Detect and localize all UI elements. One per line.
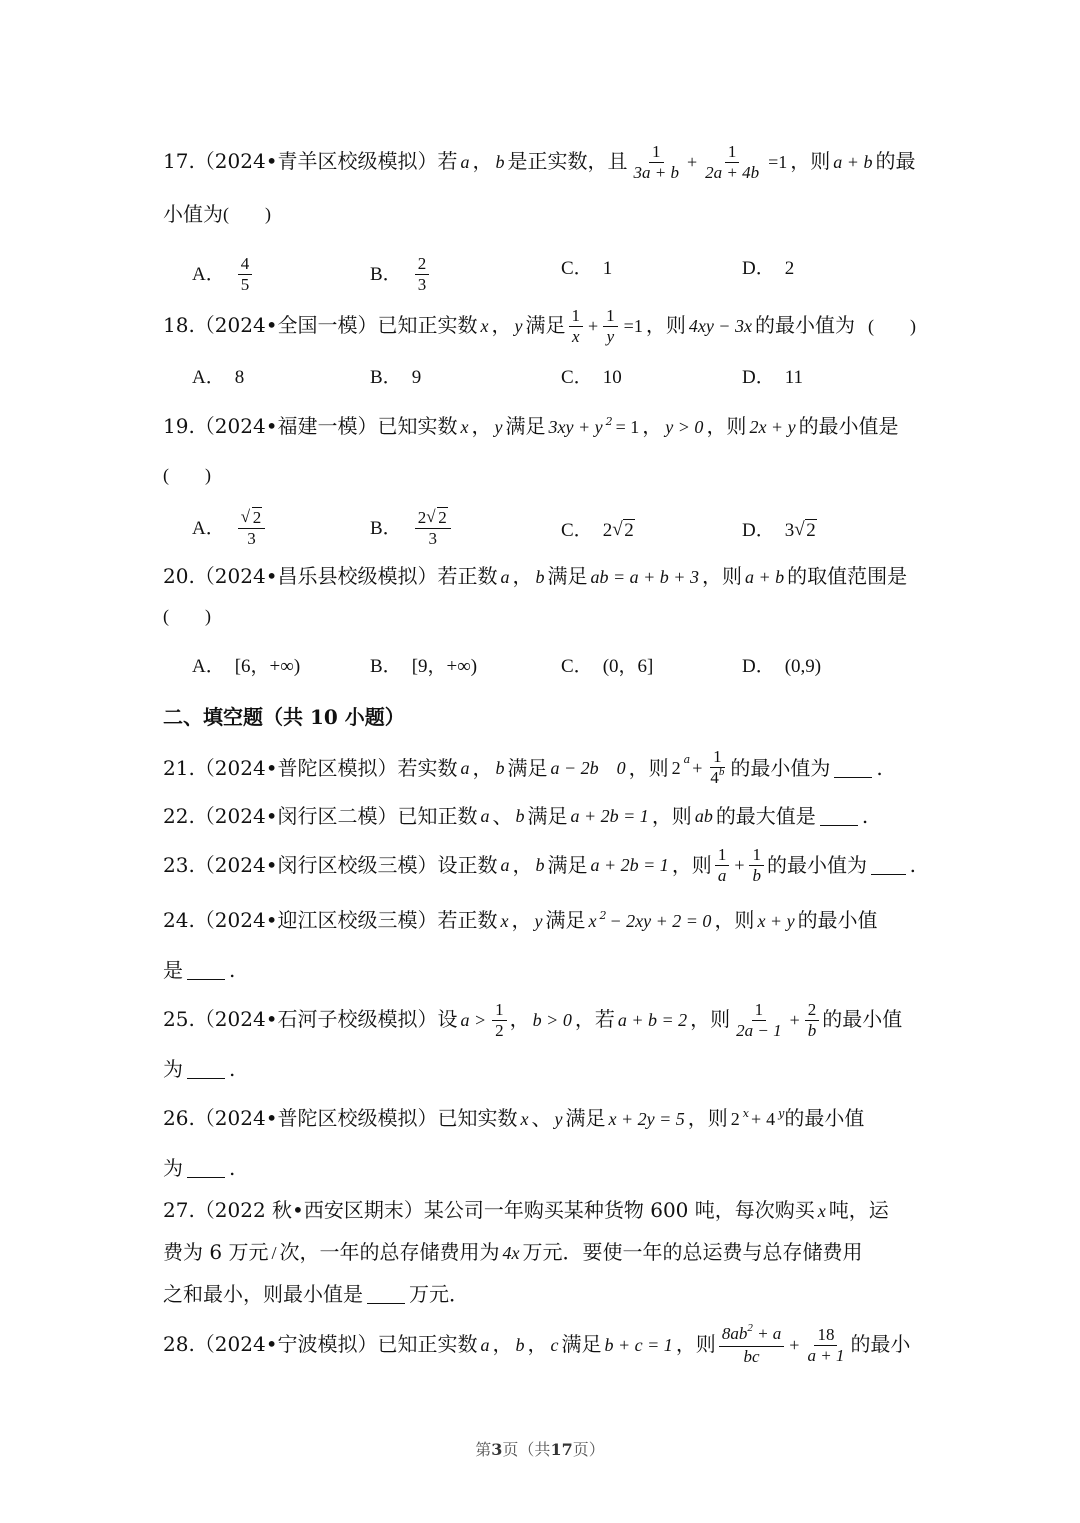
fraction-denominator: y (606, 326, 615, 346)
numerator-term: + a (757, 1323, 782, 1343)
comma: ， (642, 414, 663, 438)
coefficient: 2 (602, 520, 613, 541)
option-fraction (415, 254, 430, 295)
option-value: 1 (602, 258, 613, 279)
var-c: c (550, 1334, 559, 1355)
question-23-prefix: 23.（2024•闵行区校级三模）设正数 (163, 853, 498, 877)
fraction-denominator: b (807, 1020, 817, 1040)
var-b: b (495, 151, 505, 172)
option-d[interactable] (742, 254, 794, 284)
fraction-numerator: 1 (710, 747, 725, 768)
target-expression: x + y (757, 911, 795, 931)
exponent: x (742, 1107, 750, 1120)
option-d[interactable] (742, 516, 817, 546)
var-a: a (500, 567, 510, 587)
comma: ， (512, 853, 533, 877)
var-b: b (515, 806, 525, 826)
var-x: x (520, 1109, 529, 1129)
var-y: y (494, 417, 503, 437)
question-24-line-1 (163, 905, 916, 939)
var-x: x (460, 417, 469, 437)
question-19-prefix: 19.（2024•福建一模）已知实数 (163, 414, 458, 438)
connector: ，则 (671, 853, 712, 877)
question-25-prefix: 25.（2024•石河子校级模拟）设 (163, 1006, 458, 1031)
option-b[interactable] (370, 508, 454, 549)
comma: ， (471, 414, 492, 438)
question-24-line-2 (163, 955, 916, 985)
sqrt-symbol (612, 516, 635, 546)
slash: / (271, 1243, 277, 1263)
question-20-line-1 (163, 561, 916, 592)
exponent: 2 (605, 415, 613, 428)
answer-blank[interactable] (871, 856, 906, 875)
option-label: D． (742, 367, 775, 388)
fraction-numerator: 1 (649, 142, 664, 163)
connector: ，则 (701, 564, 742, 588)
question-26-line-2-text: 为 (163, 1156, 183, 1180)
equation: b + c = 1 (604, 1334, 673, 1355)
question-27-text: 费为 6 万元 (163, 1240, 269, 1264)
answer-blank[interactable] (187, 1060, 225, 1079)
var-x: x (480, 315, 489, 336)
comma: ， (527, 1331, 548, 1356)
coefficient: 3 (784, 520, 795, 541)
plus-sign: + (692, 758, 703, 778)
option-a[interactable] (192, 363, 244, 393)
option-b[interactable] (370, 254, 432, 295)
question-18-prefix: 18.（2024•全国一模）已知正实数 (163, 312, 478, 337)
question-27-text: 27.（2022 秋•西安区期末）某公司一年购买某种货物 600 吨，每次购买 (163, 1198, 815, 1222)
equation-rhs: =1 (623, 315, 643, 336)
section-heading: 二、填空题（共 10 小题） (163, 705, 405, 729)
option-c[interactable] (561, 363, 622, 393)
option-value: [9，+∞) (411, 656, 478, 677)
question-28-prefix: 28.（2024•宁波模拟）已知正实数 (163, 1331, 478, 1356)
option-d[interactable] (742, 363, 803, 393)
condition: y > 0 (665, 417, 704, 437)
power-base: 4 (766, 1109, 776, 1129)
fraction-1 (569, 306, 584, 347)
connector: ，则 (675, 1331, 716, 1356)
question-27-line-2 (163, 1237, 916, 1268)
footer-text: 页） (572, 1440, 605, 1459)
plus-sign: + (789, 1009, 800, 1030)
question-17-line-2 (163, 199, 916, 229)
connector: ，则 (714, 908, 755, 932)
option-label: A． (192, 367, 225, 388)
option-label: C． (561, 367, 593, 388)
answer-blank[interactable] (820, 807, 858, 826)
power-base: 2 (730, 1109, 740, 1129)
option-value: (0,9) (784, 656, 822, 677)
question-20-text: 满足 (547, 564, 588, 588)
answer-blank[interactable] (187, 1159, 225, 1178)
plus-sign: + (789, 1334, 800, 1355)
total-pages: 17 (550, 1440, 573, 1459)
question-17-line-2-text: 小值为 (163, 202, 223, 226)
question-26-text: 满足 (565, 1106, 606, 1130)
plus-sign: + (734, 855, 745, 875)
connector: ，则 (790, 148, 831, 173)
fraction-denominator: 3 (247, 529, 256, 548)
period: . (909, 853, 916, 877)
fraction-numerator: 1 (725, 142, 740, 163)
fraction-numerator (719, 1321, 784, 1347)
option-label: A． (192, 263, 225, 285)
question-24-prefix: 24.（2024•迎江区校级三模）若正数 (163, 908, 498, 932)
separator: 、 (531, 1106, 552, 1130)
option-a[interactable] (192, 652, 300, 682)
question-27-line-1 (163, 1195, 916, 1226)
period: . (229, 1156, 236, 1180)
separator: 、 (492, 804, 513, 828)
question-22-line (163, 801, 916, 831)
var-b: b (535, 855, 545, 875)
comma: ， (491, 312, 512, 337)
question-25-line-1 (163, 998, 916, 1042)
question-18-tail: 的最小值为 (754, 312, 855, 337)
exponent: b (718, 765, 725, 778)
question-21-text: 满足 (507, 756, 548, 780)
var-a: a (460, 758, 470, 778)
question-26-line-2 (163, 1153, 916, 1183)
target-expression: a + b (744, 567, 785, 587)
fraction-1 (631, 142, 682, 183)
option-label: C． (561, 258, 593, 279)
radicand: 2 (438, 508, 447, 527)
var-a: a (500, 855, 510, 875)
expression: 4x (502, 1243, 520, 1263)
option-b[interactable] (370, 652, 477, 682)
question-17-line-1 (163, 142, 916, 182)
answer-paren: ( ) (223, 204, 271, 224)
question-26-line-1 (163, 1103, 916, 1137)
question-21-line (163, 748, 916, 788)
fraction-numerator (415, 508, 451, 529)
var-x: x (817, 1201, 826, 1221)
period: . (861, 804, 869, 828)
question-17-text: 是正实数，且 (507, 148, 628, 173)
option-label: C． (561, 520, 593, 541)
option-value: [6，+∞) (234, 656, 301, 677)
fraction-denominator: bc (743, 1346, 760, 1366)
target-expression: 2x + y (749, 417, 796, 437)
equation-rhs: =1 (768, 151, 788, 172)
question-23-text: 满足 (547, 853, 588, 877)
question-27-text: 万元． (409, 1282, 469, 1306)
question-22-tail: 的最大值是 (715, 804, 816, 828)
equation-rest: − 2xy + 2 = 0 (609, 911, 712, 931)
option-a[interactable] (192, 254, 255, 295)
question-23-line (163, 845, 916, 885)
plus-sign: + (687, 151, 698, 172)
answer-blank[interactable] (367, 1285, 405, 1304)
connector: ，则 (651, 804, 692, 828)
fraction-numerator: 1 (715, 845, 730, 866)
fraction-denominator: b (752, 865, 761, 885)
fraction-2 (603, 306, 618, 347)
var-a: a (480, 806, 490, 826)
question-23-tail: 的最小值为 (766, 853, 867, 877)
power-base: 2 (671, 758, 681, 778)
var-b: b (495, 758, 505, 778)
option-a[interactable] (192, 508, 268, 549)
question-22-text: 满足 (527, 804, 568, 828)
fraction-numerator: 2 (415, 254, 430, 275)
answer-paren: ( ) (163, 465, 211, 485)
numerator-term: 8ab (721, 1323, 748, 1343)
fraction (707, 747, 727, 790)
fraction-denominator: 3 (417, 275, 427, 294)
plus-sign: + (588, 315, 599, 336)
condition: a − 2b 0 (550, 758, 626, 778)
comma: ， (511, 908, 532, 932)
option-value: 2 (784, 258, 795, 279)
fraction-2 (804, 1325, 847, 1366)
period: . (229, 1057, 236, 1081)
page-footer (0, 1437, 1080, 1460)
equation: a + 2b = 1 (570, 806, 649, 826)
question-27-text: 次，一年的总存储费用为 (279, 1240, 500, 1264)
fraction-1 (733, 1000, 784, 1041)
question-17-tail: 的最 (875, 148, 916, 173)
exponent: y (778, 1107, 785, 1120)
connector: ，则 (645, 312, 686, 337)
fraction-denominator: 3a + b (633, 162, 679, 182)
fraction-numerator: 1 (569, 306, 584, 327)
var-y: y (514, 315, 523, 336)
option-value: 9 (411, 367, 422, 388)
coefficient: 2 (417, 508, 427, 527)
radicand: 2 (252, 508, 262, 527)
comma: ， (509, 1006, 530, 1031)
connector: ，则 (687, 1106, 728, 1130)
question-21-tail: 的最小值为 (730, 756, 831, 780)
equation: x (588, 911, 597, 931)
fraction-denominator: 5 (240, 275, 250, 294)
option-fraction (238, 508, 266, 549)
question-27-text: 之和最小，则最小值是 (163, 1282, 363, 1306)
connector: ，若 (574, 1006, 615, 1031)
question-25-tail: 的最小值 (822, 1006, 903, 1031)
fraction-denominator: a + 1 (807, 1345, 845, 1365)
option-label: B． (370, 517, 402, 539)
comma: ， (492, 1331, 513, 1356)
sqrt-symbol (426, 508, 448, 528)
question-26-prefix: 26.（2024•普陀区校级模拟）已知实数 (163, 1106, 518, 1130)
target-expression: 4xy − 3x (688, 315, 752, 336)
question-27-line-3 (163, 1279, 916, 1309)
option-d[interactable] (742, 652, 821, 682)
exponent: 2 (599, 909, 607, 922)
option-label: C． (561, 656, 593, 677)
connector: ，则 (628, 756, 669, 780)
question-27-text: 万元．要使一年的总运费与总存储费用 (522, 1240, 863, 1264)
fraction-numerator: 4 (238, 254, 253, 275)
question-24-tail: 的最小值 (797, 908, 878, 932)
equation: a + 2b = 1 (590, 855, 669, 875)
question-19-tail: 的最小值是 (798, 414, 899, 438)
answer-blank[interactable] (187, 961, 225, 980)
option-value: (0，6] (602, 656, 654, 677)
answer-blank[interactable] (834, 759, 872, 778)
fraction-numerator: 1 (492, 1000, 507, 1021)
fraction-denominator: 3 (428, 529, 437, 548)
question-24-text: 满足 (545, 908, 586, 932)
connector: ，则 (706, 414, 747, 438)
equation: x + 2y = 5 (608, 1109, 685, 1129)
question-19-text: 满足 (505, 414, 546, 438)
option-label: A． (192, 517, 225, 539)
period: . (229, 958, 236, 982)
var-x: x (500, 911, 509, 931)
question-19-line-2 (163, 460, 916, 490)
question-22-prefix: 22.（2024•闵行区二模）已知正数 (163, 804, 478, 828)
var-b: b (515, 1334, 525, 1355)
plus-sign: + (751, 1109, 762, 1129)
var-y: y (534, 911, 543, 931)
answer-paren: ( ) (163, 606, 211, 626)
period: . (876, 756, 883, 780)
option-c[interactable] (561, 254, 612, 284)
fraction-denominator: 2a + 4b (705, 162, 760, 182)
target-expression: ab (694, 806, 713, 826)
option-c[interactable] (561, 516, 635, 546)
option-label: B． (370, 367, 402, 388)
question-20-tail: 的取值范围是 (787, 564, 908, 588)
fraction-denominator: 2 (495, 1020, 504, 1040)
question-21-prefix: 21.（2024•普陀区模拟）若实数 (163, 756, 458, 780)
fraction-denominator (707, 765, 727, 790)
fraction-2 (749, 845, 764, 886)
option-label: D． (742, 520, 775, 541)
page-number: 3 (491, 1440, 503, 1459)
fraction-1 (715, 845, 730, 886)
question-24-line-2-text: 是 (163, 958, 183, 982)
sqrt-symbol (794, 516, 817, 546)
power-base: 4 (710, 767, 719, 787)
var-a: a (460, 151, 470, 172)
option-value: 10 (602, 367, 622, 388)
comma: ， (512, 564, 533, 588)
fraction-numerator: 18 (814, 1325, 837, 1346)
option-b[interactable] (370, 363, 421, 393)
var-a: a (480, 1334, 490, 1355)
fraction-numerator: 1 (749, 845, 764, 866)
question-28-line-1 (163, 1322, 916, 1368)
fraction (492, 1000, 507, 1041)
fraction-numerator: 2 (805, 1000, 820, 1021)
option-c[interactable] (561, 652, 653, 682)
var-y: y (554, 1109, 563, 1129)
question-25-line-2-text: 为 (163, 1057, 183, 1081)
sqrt-symbol (241, 508, 263, 528)
option-fraction (238, 254, 253, 295)
question-27-text: 吨，运 (828, 1198, 889, 1222)
footer-text: 页（共 (502, 1440, 551, 1459)
answer-paren: ( ) (868, 316, 916, 336)
comma: ， (472, 148, 493, 173)
option-label: D． (742, 258, 775, 279)
radicand: 2 (624, 520, 634, 541)
question-18-line-1 (163, 306, 916, 346)
condition: b > 0 (532, 1009, 572, 1030)
equation: ab = a + b + 3 (590, 567, 699, 587)
option-label: B． (370, 263, 402, 285)
target-expression: a + b (833, 151, 873, 172)
equation-rhs: = 1 (615, 417, 640, 437)
equation: 3xy + y (548, 417, 603, 437)
connector: ，则 (690, 1006, 731, 1031)
fraction-denominator: x (571, 326, 580, 346)
radicand: 2 (806, 520, 816, 541)
condition: a > (460, 1009, 487, 1030)
option-fraction (415, 508, 451, 549)
option-label: D． (742, 656, 775, 677)
fraction-1 (719, 1321, 784, 1367)
fraction-denominator: a (717, 865, 727, 885)
question-28-tail: 的最小 (850, 1331, 911, 1356)
footer-text: 第 (475, 1440, 492, 1459)
comma: ， (472, 756, 493, 780)
exponent: a (683, 753, 691, 766)
fraction-numerator (238, 508, 266, 529)
question-26-tail: 的最小值 (784, 1106, 865, 1130)
question-25-line-2 (163, 1054, 916, 1084)
fraction-2 (805, 1000, 820, 1041)
fraction-denominator: 2a − 1 (736, 1020, 782, 1040)
var-b: b (535, 567, 545, 587)
fraction-2 (702, 142, 762, 183)
option-label: B． (370, 656, 402, 677)
question-18-text: 满足 (525, 312, 566, 337)
question-17-prefix: 17.（2024•青羊区校级模拟）若 (163, 148, 458, 173)
question-20-line-2 (163, 601, 916, 631)
option-value: 11 (784, 367, 804, 388)
question-20-prefix: 20.（2024•昌乐县校级模拟）若正数 (163, 564, 498, 588)
option-label: A． (192, 656, 225, 677)
exponent: 2 (747, 1321, 753, 1334)
fraction-numerator: 1 (603, 306, 618, 327)
option-value: 8 (234, 367, 245, 388)
question-28-text: 满足 (561, 1331, 602, 1356)
equation: a + b = 2 (617, 1009, 688, 1030)
question-19-line-1 (163, 411, 916, 445)
fraction-numerator: 1 (752, 1000, 767, 1021)
